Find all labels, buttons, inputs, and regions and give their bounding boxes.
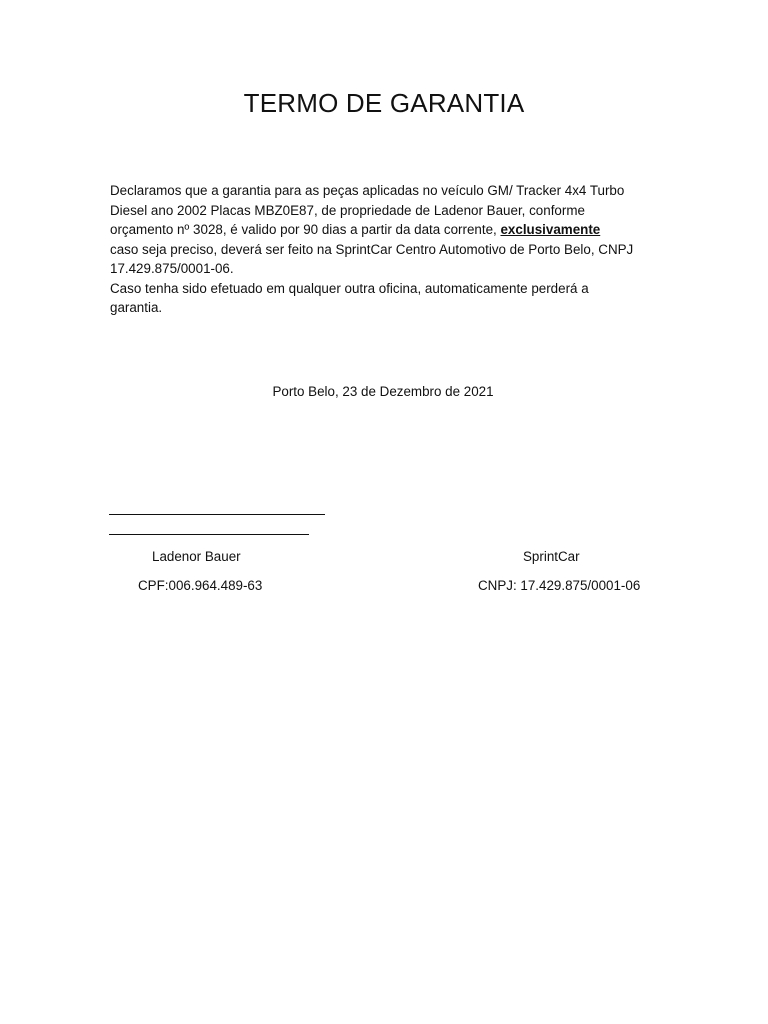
customer-cpf: CPF:006.964.489-63 [138, 578, 263, 593]
paragraph-line: caso seja preciso, deverá ser feito na SprintCar Centro Automotivo de Porto Belo, CNPJ [110, 241, 634, 257]
company-cnpj: CNPJ: 17.429.875/0001-06 [478, 578, 641, 593]
signature-line [109, 534, 309, 535]
paragraph-line-text: orçamento nº 3028, é valido por 90 dias a partir da data corrente, [110, 222, 501, 237]
paragraph-line: 17.429.875/0001-06. [110, 261, 234, 276]
paragraph-line: Caso tenha sido efetuado em qualquer outra oficina, automaticamente perderá a [110, 280, 589, 296]
place-date [0, 384, 768, 399]
paragraph-line: Declaramos que a garantia para as peças aplicadas no veículo GM/ Tracker 4x4 Turbo [110, 183, 625, 198]
customer-name: Ladenor Bauer [152, 549, 241, 564]
paragraph-line [110, 220, 670, 240]
paragraph-line: garantia. [110, 300, 163, 315]
warranty-paragraph [110, 181, 670, 318]
company-name: SprintCar [523, 549, 580, 564]
emphasis-word: exclusivamente [500, 222, 601, 237]
place-date-text: Porto Belo, 23 de Dezembro de 2021 [272, 384, 494, 399]
document-title: TERMO DE GARANTIA [243, 88, 525, 118]
paragraph-line: Diesel ano 2002 Placas MBZ0E87, de propriedade de Ladenor Bauer, conforme [110, 202, 585, 218]
signature-line [109, 514, 325, 515]
